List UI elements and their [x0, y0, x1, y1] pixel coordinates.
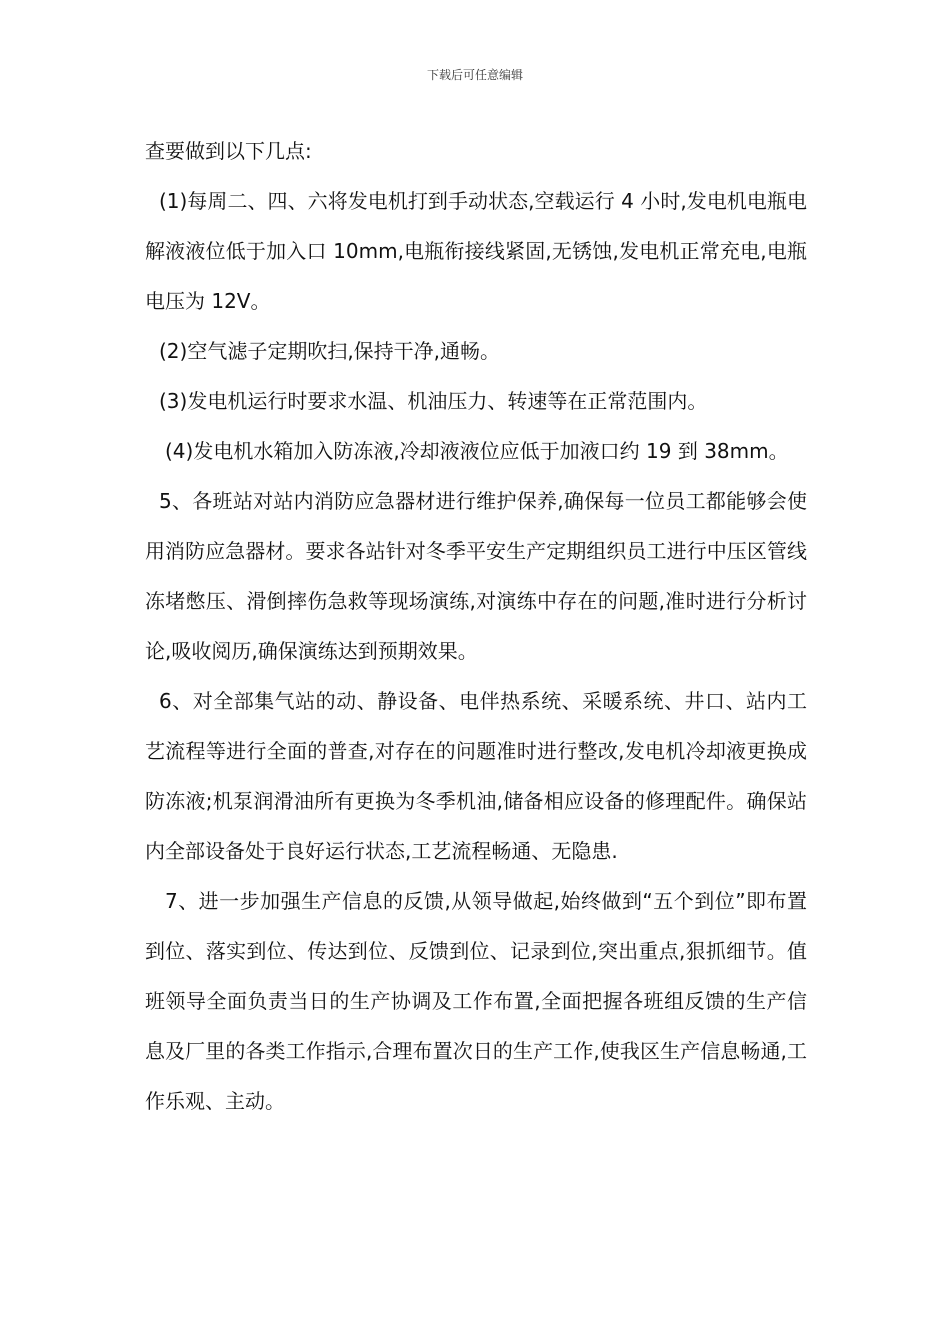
paragraph-section-6: 6、对全部集气站的动、静设备、电伴热系统、采暖系统、井口、站内工艺流程等进行全面的普查,对存在的问题准时进行整改,发电机冷却液更换成防冻液;机泵润滑油所有更换为冬季机油,储备相应设备的修理配件。确保站内全部设备处于良好运行状态,工艺流程畅通、无隐患. — [145, 689, 807, 863]
paragraph-intro: 查要做到以下几点: — [145, 139, 312, 163]
paragraph-section-5: 5、各班站对站内消防应急器材进行维护保养,确保每一位员工都能够会使用消防应急器材。要求各站针对冬季平安生产定期组织员工进行中压区管线冻堵憋压、滑倒摔伤急救等现场演练,对演练中存在的问题,准时进行分析讨论,吸收阅历,确保演练达到预期效果。 — [145, 489, 807, 663]
paragraph-item-3: (3)发电机运行时要求水温、机油压力、转速等在正常范围内。 — [159, 389, 708, 413]
paragraph-item-4: (4)发电机水箱加入防冻液,冷却液液位应低于加液口约 19 到 38mm。 — [165, 439, 789, 463]
paragraph-section-7: 7、进一步加强生产信息的反馈,从领导做起,始终做到“五个到位”即布置到位、落实到位、传达到位、反馈到位、记录到位,突出重点,狠抓细节。值班领导全面负责当日的生产协调及工作布置,全面把握各班组反馈的生产信息及厂里的各类工作指示,合理布置次日的生产工作,使我区生产信息畅通,工作乐观、主动。 — [145, 889, 807, 1113]
document-body — [145, 126, 807, 1126]
page-header: 下载后可任意编辑 — [426, 68, 523, 82]
paragraph-item-1: (1)每周二、四、六将发电机打到手动状态,空载运行 4 小时,发电机电瓶电解液液位低于加入口 10mm,电瓶衔接线紧固,无锈蚀,发电机正常充电,电瓶电压为 12V。 — [145, 189, 807, 313]
paragraph-item-2: (2)空气滤子定期吹扫,保持干净,通畅。 — [159, 339, 501, 363]
